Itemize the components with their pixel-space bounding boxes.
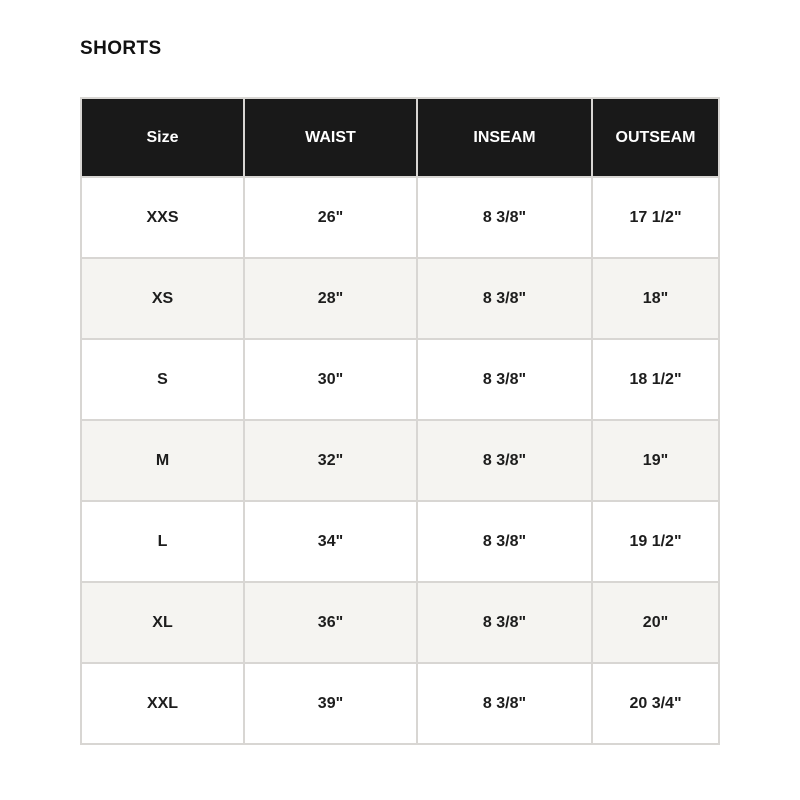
cell-inseam: 8 3/8" (417, 258, 592, 339)
table-row-xxl (81, 663, 719, 744)
column-header-waist: WAIST (244, 98, 417, 177)
cell-waist: 28" (244, 258, 417, 339)
cell-outseam: 18" (592, 258, 719, 339)
cell-size: M (81, 420, 244, 501)
cell-outseam: 19 1/2" (592, 501, 719, 582)
cell-waist: 30" (244, 339, 417, 420)
cell-size: XL (81, 582, 244, 663)
cell-inseam: 8 3/8" (417, 339, 592, 420)
cell-waist: 36" (244, 582, 417, 663)
cell-waist: 32" (244, 420, 417, 501)
column-header-inseam: INSEAM (417, 98, 592, 177)
cell-size: XXS (81, 177, 244, 258)
cell-outseam: 18 1/2" (592, 339, 719, 420)
cell-outseam: 20" (592, 582, 719, 663)
column-header-outseam: OUTSEAM (592, 98, 719, 177)
page-title: SHORTS (80, 38, 162, 59)
table-header-row (81, 98, 719, 177)
cell-inseam: 8 3/8" (417, 501, 592, 582)
cell-inseam: 8 3/8" (417, 420, 592, 501)
cell-size: XS (81, 258, 244, 339)
table-row-xxs (81, 177, 719, 258)
table-row-l (81, 501, 719, 582)
cell-waist: 26" (244, 177, 417, 258)
table-row-s (81, 339, 719, 420)
cell-waist: 34" (244, 501, 417, 582)
table-row-m (81, 420, 719, 501)
column-header-size: Size (81, 98, 244, 177)
cell-size: XXL (81, 663, 244, 744)
cell-inseam: 8 3/8" (417, 177, 592, 258)
cell-inseam: 8 3/8" (417, 582, 592, 663)
table-row-xs (81, 258, 719, 339)
cell-waist: 39" (244, 663, 417, 744)
cell-size: S (81, 339, 244, 420)
cell-inseam: 8 3/8" (417, 663, 592, 744)
cell-outseam: 20 3/4" (592, 663, 719, 744)
cell-size: L (81, 501, 244, 582)
cell-outseam: 17 1/2" (592, 177, 719, 258)
cell-outseam: 19" (592, 420, 719, 501)
size-chart-table (80, 97, 720, 745)
table-row-xl (81, 582, 719, 663)
